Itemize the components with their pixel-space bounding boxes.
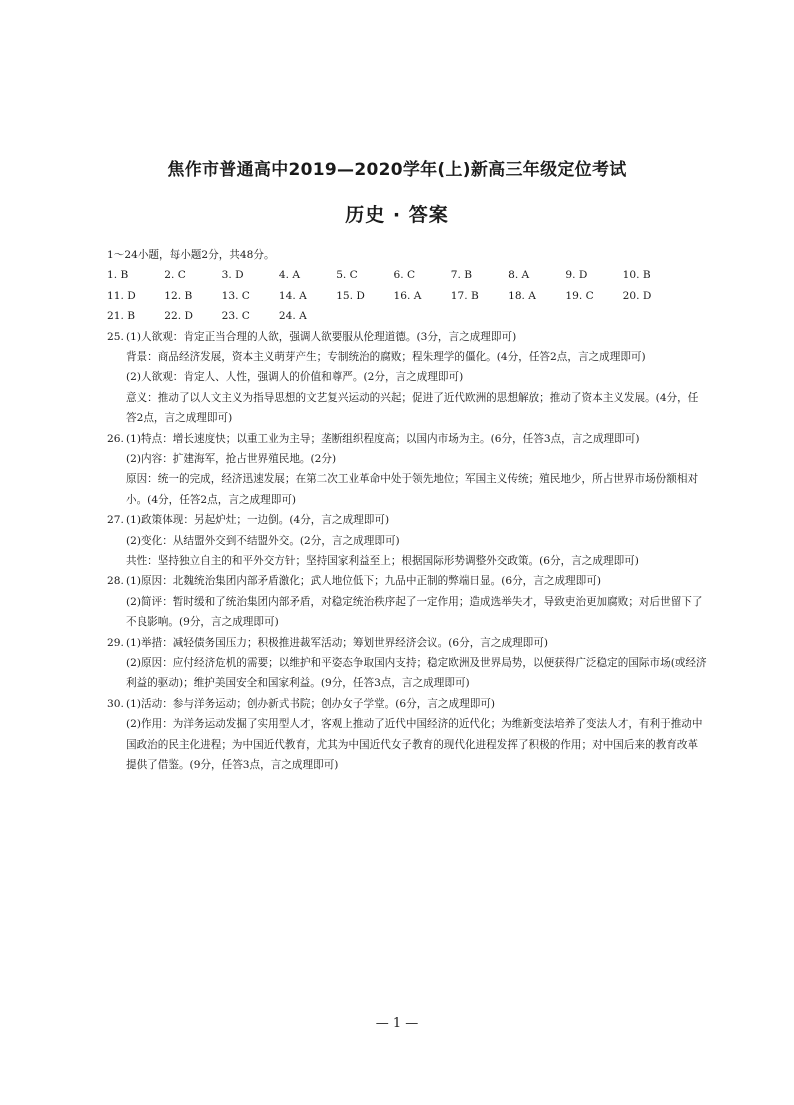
question-28-part2: (2)简评：暂时缓和了统治集团内部矛盾，对稳定统治秩序起了一定作用；造成选举失才，导致吏治更加腐败；对后世留下了不良影响。(9分，言之成理即可) [126, 595, 703, 629]
question-number: 29. [107, 636, 124, 649]
question-25-part2: (2)人欲观：肯定人、人性，强调人的价值和尊严。(2分，言之成理即可) [126, 371, 464, 384]
answer-item: 19. C [565, 289, 594, 302]
answer-row [107, 306, 707, 326]
answer-item: 1. B [107, 269, 129, 282]
answer-item: 21. B [107, 310, 135, 323]
answer-item: 15. D [336, 289, 365, 302]
answer-item: 8. A [508, 269, 530, 282]
question-29-part2: (2)原因：应付经济危机的需要；以维护和平姿态争取国内支持；稳定欧洲及世界局势，以便获得广泛稳定的国际市场(或经济利益的驱动)；维护美国安全和国家利益。(9分，任答3点，言之成理即可) [126, 656, 707, 690]
question-28-part1 [107, 571, 707, 591]
answer-item: 7. B [450, 269, 473, 282]
question-25-background: 背景：商品经济发展，资本主义萌芽产生；专制统治的腐败；程朱理学的僵化。(4分，任答2点，言之成理即可) [126, 350, 646, 363]
answer-item: 11. D [107, 289, 136, 302]
answer-text: (1)举措：减轻债务国压力；积极推进裁军活动；筹划世界经济会议。(6分，言之成理即可) [126, 636, 548, 649]
answer-item: 2. C [164, 269, 186, 282]
answer-item: 9. D [565, 269, 588, 282]
answer-text: (1)人欲观：肯定正当合理的人欲，强调人欲要服从伦理道德。(3分，言之成理即可) [126, 330, 517, 343]
page-subtitle: 历史 · 答案 [345, 204, 449, 226]
question-26-part2: (2)内容：扩建海军，抢占世界殖民地。(2分) [126, 452, 337, 465]
question-25-part1 [107, 327, 707, 347]
page-number: — 1 — [375, 1016, 419, 1031]
answer-item: 10. B [622, 269, 651, 282]
question-30-part1 [107, 694, 707, 714]
question-number: 28. [107, 575, 124, 588]
question-number: 30. [107, 697, 124, 710]
question-number: 26. [107, 432, 124, 445]
answer-item: 16. A [393, 289, 422, 302]
answer-item: 12. B [164, 289, 193, 302]
question-number: 25. [107, 330, 124, 343]
page-title: 焦作市普通高中2019—2020学年(上)新高三年级定位考试 [167, 160, 627, 180]
question-27-part1 [107, 510, 707, 530]
answer-item: 24. A [278, 310, 307, 323]
question-26-part1 [107, 429, 707, 449]
answer-item: 3. D [221, 269, 244, 282]
answer-item: 13. C [221, 289, 250, 302]
answer-item: 14. A [278, 289, 307, 302]
answer-item: 18. A [508, 289, 536, 302]
question-27-part2: (2)变化：从结盟外交到不结盟外交。(2分，言之成理即可) [126, 534, 400, 547]
answer-item: 22. D [164, 310, 194, 323]
question-30-part2: (2)作用：为洋务运动发掘了实用型人才，客观上推动了近代中国经济的近代化；为维新变法培养了变法人才，有利于推动中国政治的民主化进程；为中国近代教育，尤其为中国近代女子教育的现代化进程发挥了积极的作用；对中国后来的教育改革提供了借鉴。(9分，任答3点，言之成理即可) [126, 718, 703, 771]
answer-item: 5. C [336, 269, 358, 282]
question-29-part1 [107, 633, 707, 653]
answer-item: 23. C [221, 310, 250, 323]
answer-item: 20. D [622, 289, 652, 302]
answer-row [107, 286, 707, 306]
answer-text: (1)原因：北魏统治集团内部矛盾激化；武人地位低下；九品中正制的弊端日显。(6分，言之成理即可) [126, 575, 601, 588]
answer-text: (1)活动：参与洋务运动；创办新式书院；创办女子学堂。(6分，言之成理即可) [126, 697, 496, 710]
answer-item: 6. C [393, 269, 416, 282]
question-26-reasons: 原因：统一的完成，经济迅速发展；在第二次工业革命中处于领先地位；军国主义传统；殖民地少，所占世界市场份额相对小。(4分，任答2点，言之成理即可) [126, 473, 699, 506]
question-25-significance: 意义：推动了以人文主义为指导思想的文艺复兴运动的兴起；促进了近代欧洲的思想解放；推动了资本主义发展。(4分，任答2点，言之成理即可) [126, 391, 699, 425]
question-27-commonality: 共性：坚持独立自主的和平外交方针；坚持国家利益至上；根据国际形势调整外交政策。(6分，言之成理即可) [126, 554, 639, 567]
answer-row [107, 265, 707, 285]
answer-item: 4. A [278, 269, 301, 282]
answer-item: 17. B [450, 289, 479, 302]
answer-text: (1)特点：增长速度快；以重工业为主导；垄断组织程度高；以国内市场为主。(6分，任答3点，言之成理即可) [126, 432, 640, 445]
question-number: 27. [107, 514, 124, 527]
intro-text: 1～24小题，每小题2分，共48分。 [107, 249, 275, 261]
answer-body [107, 245, 707, 775]
answer-text: (1)政策体现：另起炉灶；一边倒。(4分，言之成理即可) [126, 514, 390, 527]
